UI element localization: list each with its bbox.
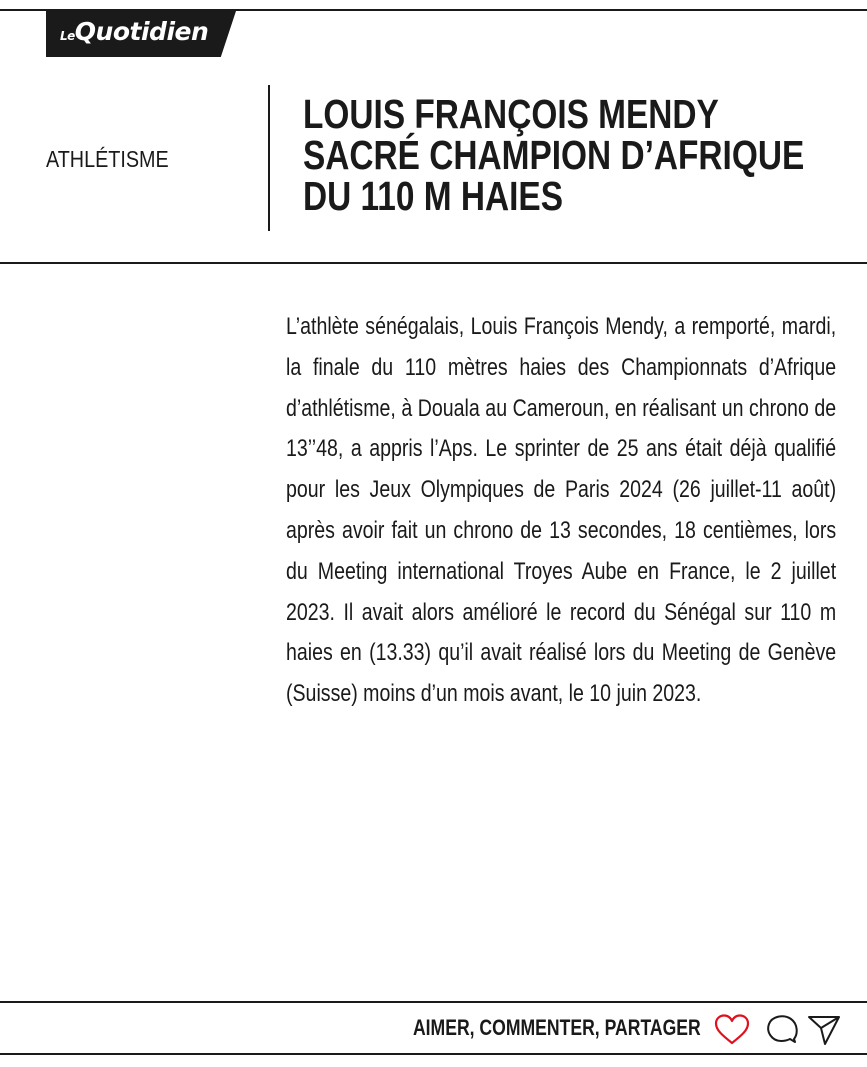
header-rule [0,262,867,264]
footer-top-rule [0,1001,867,1003]
heart-icon[interactable] [714,1013,750,1047]
actions-label: AIMER, COMMENTER, PARTAGER [413,1015,701,1040]
comment-icon[interactable] [764,1013,800,1047]
top-rule [0,9,867,11]
logo-name: Quotidien [74,17,209,46]
share-icon[interactable] [806,1013,842,1047]
header-divider [268,85,270,231]
logo-prefix: Le [60,29,75,43]
article-body: L’athlète sénégalais, Louis François Mendy, a remporté, mardi, la finale du 110 mètres haies des Championnats d’Afrique d’athlétisme, à Douala au Cameroun, en réalisant un chrono de 13’’48, a appris l’Aps. Le sprinter de 25 ans était déjà qualifié pour les Jeux Olympiques de Paris 2024 (26 juillet-11 août) après avoir fait un chrono de 13 secondes, 18 centièmes, lors du Meeting international Troyes Aube en France, le 2 juillet 2023. Il avait alors amélioré le record du Sénégal sur 110 m haies en (13.33) qu’il avait réalisé lors du Meeting de Genève (Suisse) moins d’un mois avant, le 10 juin 2023. [286,313,837,708]
footer-bottom-rule [0,1053,867,1055]
article-headline: LOUIS FRANÇOIS MENDY SACRÉ CHAMPION D’AFRIQUE DU 110 M HAIES [303,91,805,219]
article-category: ATHLÉTISME [46,146,169,172]
logo [60,15,208,53]
